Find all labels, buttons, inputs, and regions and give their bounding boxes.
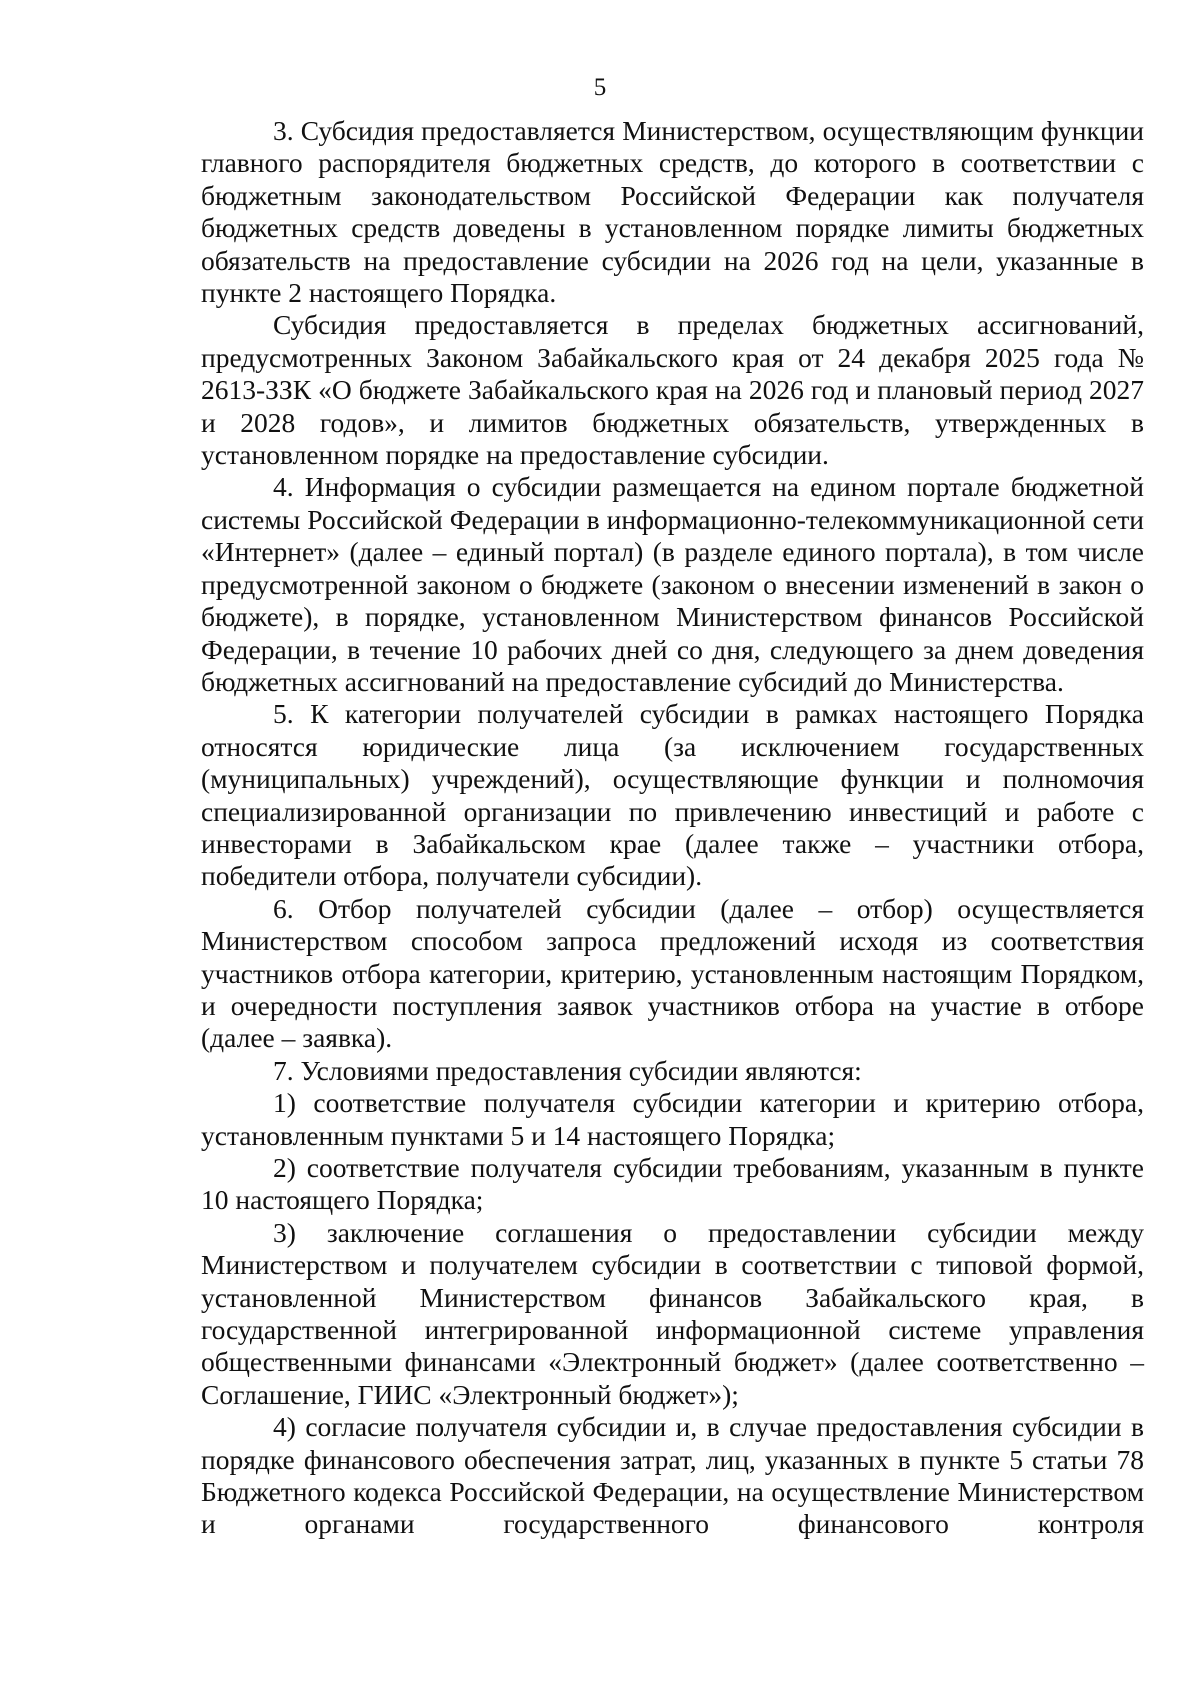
condition-4: 4) согласие получателя субсидии и, в случае предоставления субсидии в порядке финансового обеспечения затрат, лиц, указанных в пункте 5 статьи 78 Бюджетного кодекса Российской Федерации, на осуществление Министерством и органами государственного финансового контроля	[201, 1411, 1144, 1540]
paragraph-3-budget: Субсидия предоставляется в пределах бюджетных ассигнований, предусмотренных Законом Забайкальского края от 24 декабря 2025 года № 2613-ЗЗК «О бюджете Забайкальского края на 2026 год и плановый период 2027 и 2028 годов», и лимитов бюджетных обязательств, утвержденных в установленном порядке на предоставление субсидии.	[201, 309, 1144, 471]
paragraph-7: 7. Условиями предоставления субсидии являются:	[273, 1054, 862, 1086]
paragraph-4: 4. Информация о субсидии размещается на едином портале бюджетной системы Российской Федерации в информационно-телекоммуникационной сети «Интернет» (далее – единый портал) (в разделе единого портала), в том числе предусмотренной законом о бюджете (законом о внесении изменений в закон о бюджете), в порядке, установленном Министерством финансов Российской Федерации, в течение 10 рабочих дней со дня, следующего за днем доведения бюджетных ассигнований на предоставление субсидий до Министерства.	[201, 471, 1144, 697]
condition-2: 2) соответствие получателя субсидии требованиям, указанным в пункте 10 настоящего Порядка;	[201, 1152, 1144, 1216]
condition-3: 3) заключение соглашения о предоставлении субсидии между Министерством и получателем субсидии в соответствии с типовой формой, установленной Министерством финансов Забайкальского края, в государственной интегрированной информационной системе управления общественными финансами «Электронный бюджет» (далее соответственно – Соглашение, ГИИС «Электронный бюджет»);	[201, 1216, 1144, 1410]
paragraph-6: 6. Отбор получателей субсидии (далее – отбор) осуществляется Министерством способом запроса предложений исходя из соответствия участников отбора категории, критерию, установленным настоящим Порядком, и очередности поступления заявок участников отбора на участие в отборе (далее – заявка).	[201, 892, 1144, 1054]
condition-1: 1) соответствие получателя субсидии категории и критерию отбора, установленным пунктами 5 и 14 настоящего Порядка;	[201, 1087, 1144, 1151]
paragraph-3: 3. Субсидия предоставляется Министерством, осуществляющим функции главного распорядителя бюджетных средств, до которого в соответствии с бюджетным законодательством Российской Федерации как получателя бюджетных средств доведены в установленном порядке лимиты бюджетных обязательств на предоставление субсидии на 2026 год на цели, указанные в пункте 2 настоящего Порядка.	[201, 115, 1144, 309]
page-number: 5	[593, 74, 607, 101]
document-body	[201, 115, 1144, 1541]
paragraph-5: 5. К категории получателей субсидии в рамках настоящего Порядка относятся юридические лица (за исключением государственных (муниципальных) учреждений), осуществляющие функции и полномочия специализированной организации по привлечению инвестиций и работе с инвесторами в Забайкальском крае (далее также – участники отбора, победители отбора, получатели субсидии).	[201, 698, 1144, 892]
